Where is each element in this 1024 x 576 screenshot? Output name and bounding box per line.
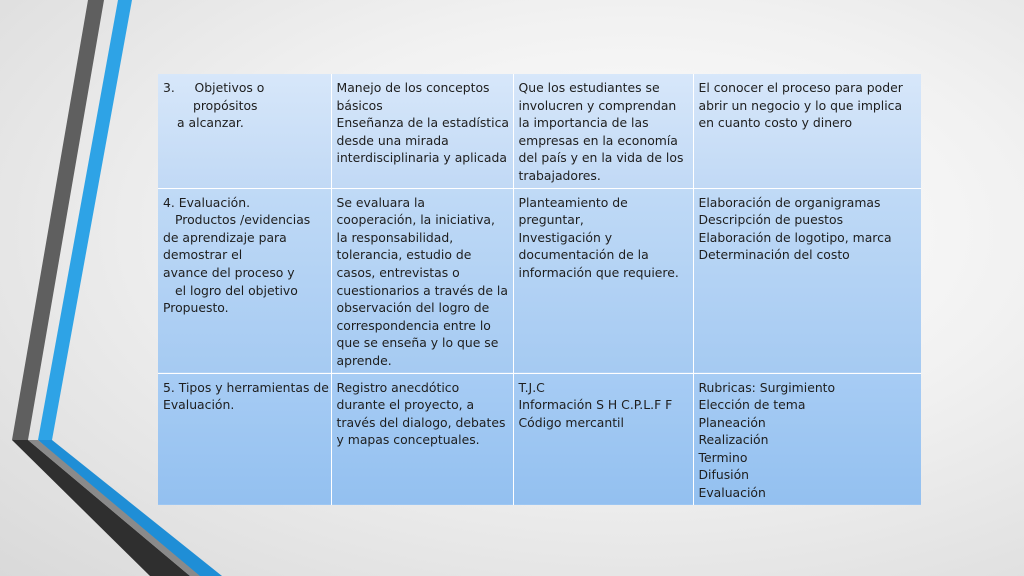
cell-line: Evaluación.: [163, 397, 235, 413]
cell-line: Planeación: [698, 414, 766, 430]
planning-table: [158, 74, 921, 505]
cell-line: Planteamiento de: [518, 194, 628, 210]
cell-line: en cuanto costo y dinero: [698, 115, 853, 131]
cell-line: Elaboración de logotipo, marca: [698, 229, 892, 245]
table-cell: [693, 74, 921, 188]
cell-line: desde una mirada: [336, 132, 449, 148]
cell-line: casos, entrevistas o: [336, 264, 460, 280]
cell-line: Registro anecdótico: [336, 379, 460, 395]
table-cell: [158, 188, 331, 373]
cell-line: Evaluación: [698, 485, 766, 501]
cell-line: Manejo de los conceptos: [336, 80, 490, 95]
cell-line: Información S H C.P.L.F F: [518, 397, 673, 413]
cell-line: Investigación y: [518, 229, 613, 245]
cell-line: a alcanzar.: [177, 115, 244, 131]
cell-line: preguntar,: [518, 212, 584, 228]
cell-line: través del dialogo, debates: [336, 414, 506, 430]
cell-line: que se enseña y lo que se: [336, 335, 499, 351]
table-row: [158, 373, 921, 505]
cell-line: propósitos: [193, 97, 258, 113]
cell-line: la importancia de las: [518, 115, 649, 131]
cell-line: Elaboración de organigramas: [698, 194, 881, 210]
cell-line: Código mercantil: [518, 414, 624, 430]
table-cell: [513, 373, 693, 505]
cell-line: El conocer el proceso para poder: [698, 80, 903, 95]
cell-line: interdisciplinaria y aplicada: [336, 150, 507, 166]
cell-line: el logro del objetivo: [175, 282, 298, 298]
table-cell: [513, 74, 693, 188]
table-cell: [331, 373, 513, 505]
cell-line: de aprendizaje para: [163, 229, 287, 245]
cell-line: 4. Evaluación.: [163, 194, 251, 210]
table-cell: [693, 373, 921, 505]
cell-line: avance del proceso y: [163, 264, 295, 280]
cell-line: cuestionarios a través de la: [336, 282, 508, 298]
table-cell: [331, 74, 513, 188]
cell-line: la responsabilidad,: [336, 229, 454, 245]
cell-line: Elección de tema: [698, 397, 806, 413]
cell-line: durante el proyecto, a: [336, 397, 475, 413]
table-row: [158, 188, 921, 373]
cell-line: Productos /evidencias: [175, 212, 311, 228]
table-cell: [693, 188, 921, 373]
cell-line: Determinación del costo: [698, 247, 850, 263]
cell-line: Difusión: [698, 467, 750, 483]
cell-line: Realización: [698, 432, 769, 448]
cell-line: información que requiere.: [518, 264, 679, 280]
cell-line: 3. Objetivos o: [163, 80, 265, 95]
cell-line: T.J.C: [518, 379, 545, 395]
cell-line: Se evaluara la: [336, 194, 426, 210]
cell-line: del país y en la vida de los: [518, 150, 684, 166]
cell-line: aprende.: [336, 352, 392, 368]
cell-line: documentación de la: [518, 247, 649, 263]
cell-line: básicos: [336, 97, 383, 113]
cell-line: cooperación, la iniciativa,: [336, 212, 495, 228]
cell-line: abrir un negocio y lo que implica: [698, 97, 903, 113]
cell-line: Enseñanza de la estadística: [336, 115, 509, 131]
table-cell: [513, 188, 693, 373]
cell-line: involucren y comprendan: [518, 97, 677, 113]
cell-line: Propuesto.: [163, 300, 229, 316]
cell-line: Que los estudiantes se: [518, 80, 660, 95]
cell-line: empresas en la economía: [518, 132, 678, 148]
cell-line: correspondencia entre lo: [336, 317, 491, 333]
cell-line: y mapas conceptuales.: [336, 432, 480, 448]
cell-line: observación del logro de: [336, 300, 490, 316]
cell-line: tolerancia, estudio de: [336, 247, 472, 263]
table-row: [158, 74, 921, 188]
table-cell: [331, 188, 513, 373]
cell-line: Descripción de puestos: [698, 212, 844, 228]
cell-line: Termino: [698, 449, 748, 465]
table-cell: [158, 373, 331, 505]
cell-line: Rubricas: Surgimiento: [698, 379, 836, 395]
table-cell: [158, 74, 331, 188]
cell-line: trabajadores.: [518, 167, 601, 183]
cell-line: 5. Tipos y herramientas de: [163, 379, 329, 395]
cell-line: demostrar el: [163, 247, 243, 263]
